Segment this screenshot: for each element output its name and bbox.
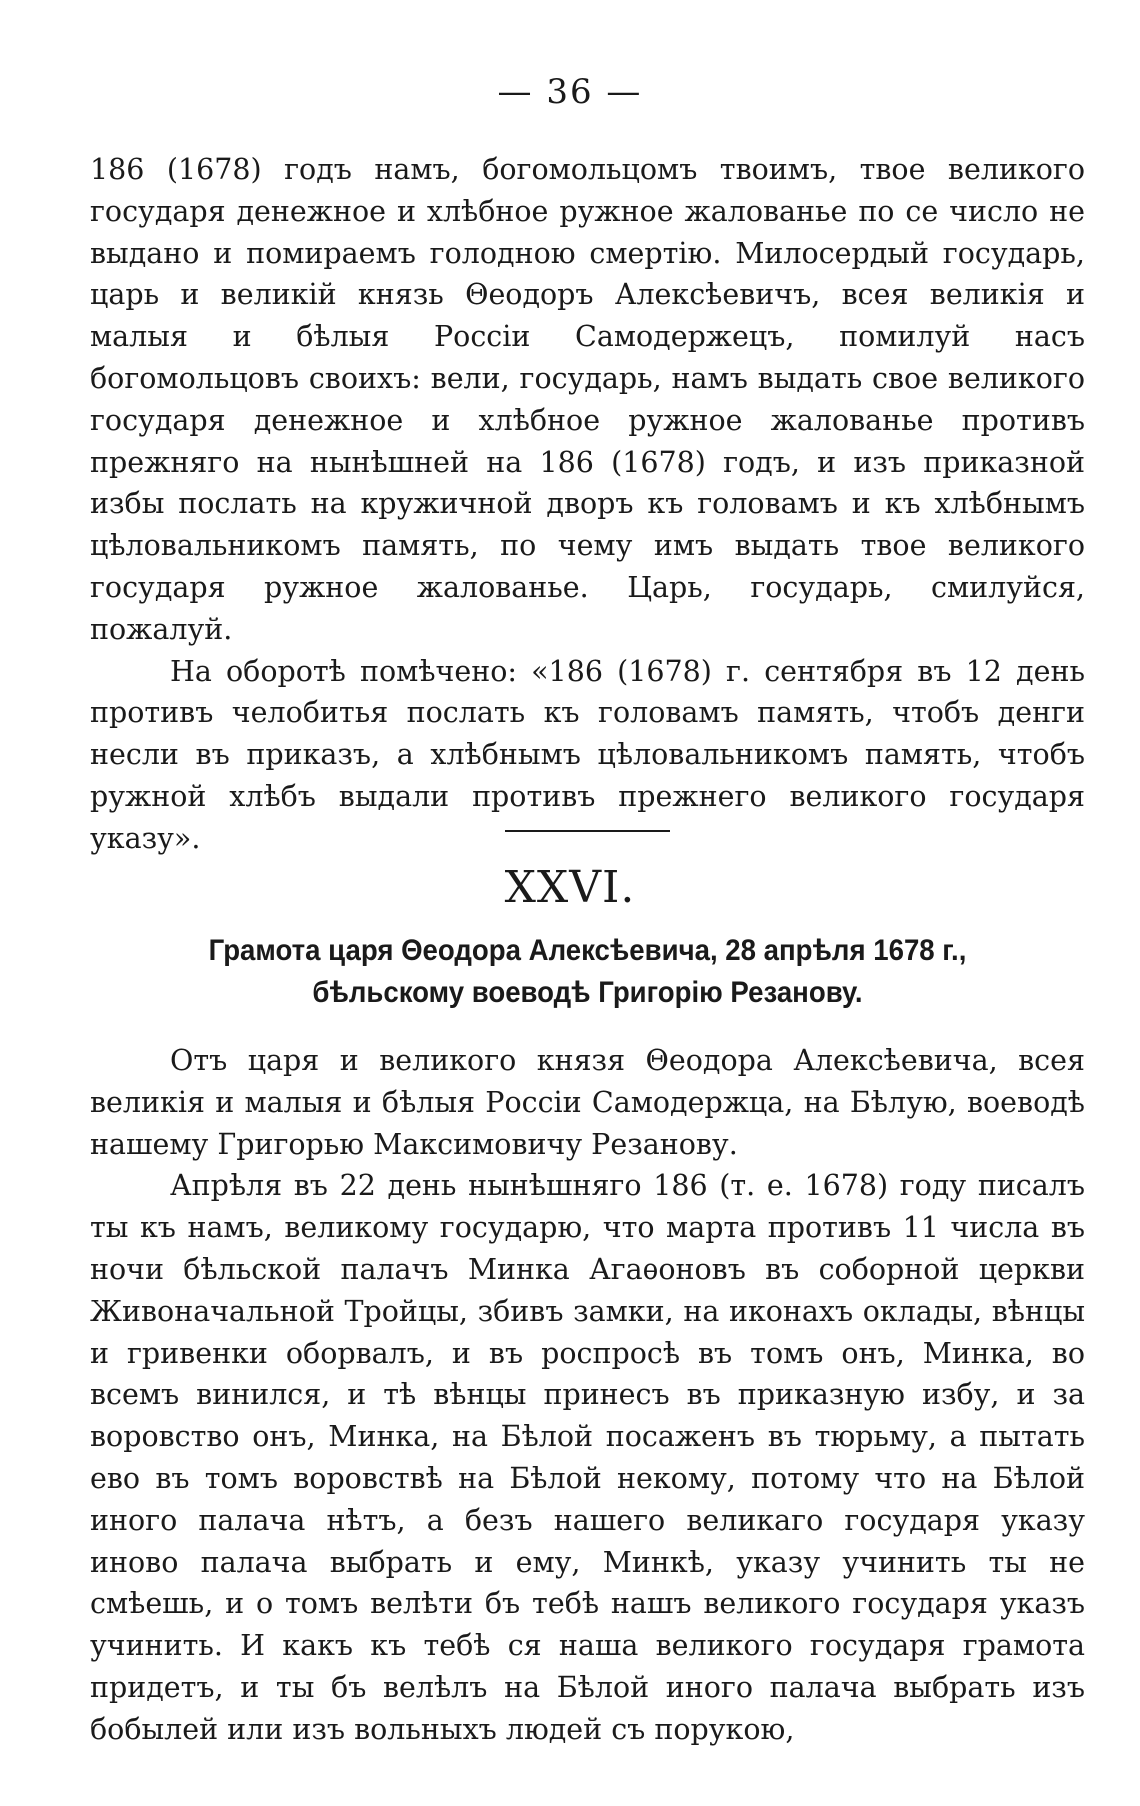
endorsement-paragraph: На оборотѣ помѣчено: «186 (1678) г. сентября въ 12 день противъ челобитья послать къ головамъ память, чтобъ денги несли въ приказъ, а хлѣбнымъ цѣловальникомъ память, чтобъ ружной хлѣбъ выдали противъ прежнего великого государя указу». [90,654,1085,855]
charter-salutation-paragraph: Отъ царя и великого князя Θеодора Алексѣевича, всея великія и малыя и бѣлыя Россіи Самодержца, на Бѣлую, воеводѣ нашему Григорью Максимовичу Резанову. [90,1044,1085,1161]
petition-text [90,149,1085,860]
charter-body-paragraph: Апрѣля въ 22 день нынѣшняго 186 (т. е. 1678) году писалъ ты къ намъ, великому государю, что марта противъ 11 числа въ ночи бѣльской палачъ Минка Агаѳоновъ въ соборной церкви Живоначальной Тройцы, збивъ замки, на иконахъ оклады, вѣнцы и гривенки оборвалъ, и въ роспросѣ въ томъ онъ, Минка, во всемъ винился, и тѣ вѣнцы принесъ въ приказную избу, и за воровство онъ, Минка, на Бѣлой посаженъ въ тюрьму, а пытать ево въ томъ воровствѣ на Бѣлой некому, потому что на Бѣлой иного палача нѣтъ, а безъ нашего великаго государя указу иново палача выбрать и ему, Минкѣ, указу учинить ты не смѣешь, и о томъ велѣти бъ тебѣ нашъ великого государя указъ учинить. И какъ къ тебѣ ся наша великого государя грамота придетъ, и ты бъ велѣлъ на Бѣлой иного палача выбрать изъ бобылей или изъ вольныхъ людей съ порукою, [90,1169,1085,1746]
section-divider [505,830,670,832]
petition-body-paragraph: 186 (1678) годъ намъ, богомольцомъ твоимъ, твое великого государя денежное и хлѣбное ружное жалованье по се число не выдано и помираемъ голодною смертію. Милосердый государь, царь и великій князь Θеодоръ Алексѣевичъ, всея великія и малыя и бѣлыя Россіи Самодержецъ, помилуй насъ богомольцовъ своихъ: вели, государь, намъ выдать свое великого государя денежное и хлѣбное ружное жалованье противъ прежняго на нынѣшней на 186 (1678) годъ, и изъ приказной избы послать на кружичной дворъ къ головамъ и къ хлѣбнымъ цѣловальникомъ память, по чему имъ выдать твое великого государя ружное жалованье. Царь, государь, смилуйся, пожалуй. [90,153,1085,646]
page-number: — 36 — [497,72,643,112]
section-number: XXVI. [504,862,636,913]
charter-text [90,1040,1085,1751]
section-title: Грамота царя Θеодора Алексѣевича, 28 апрѣля 1678 г., бѣльскому воеводѣ Григорію Резанову. [208,934,967,1009]
